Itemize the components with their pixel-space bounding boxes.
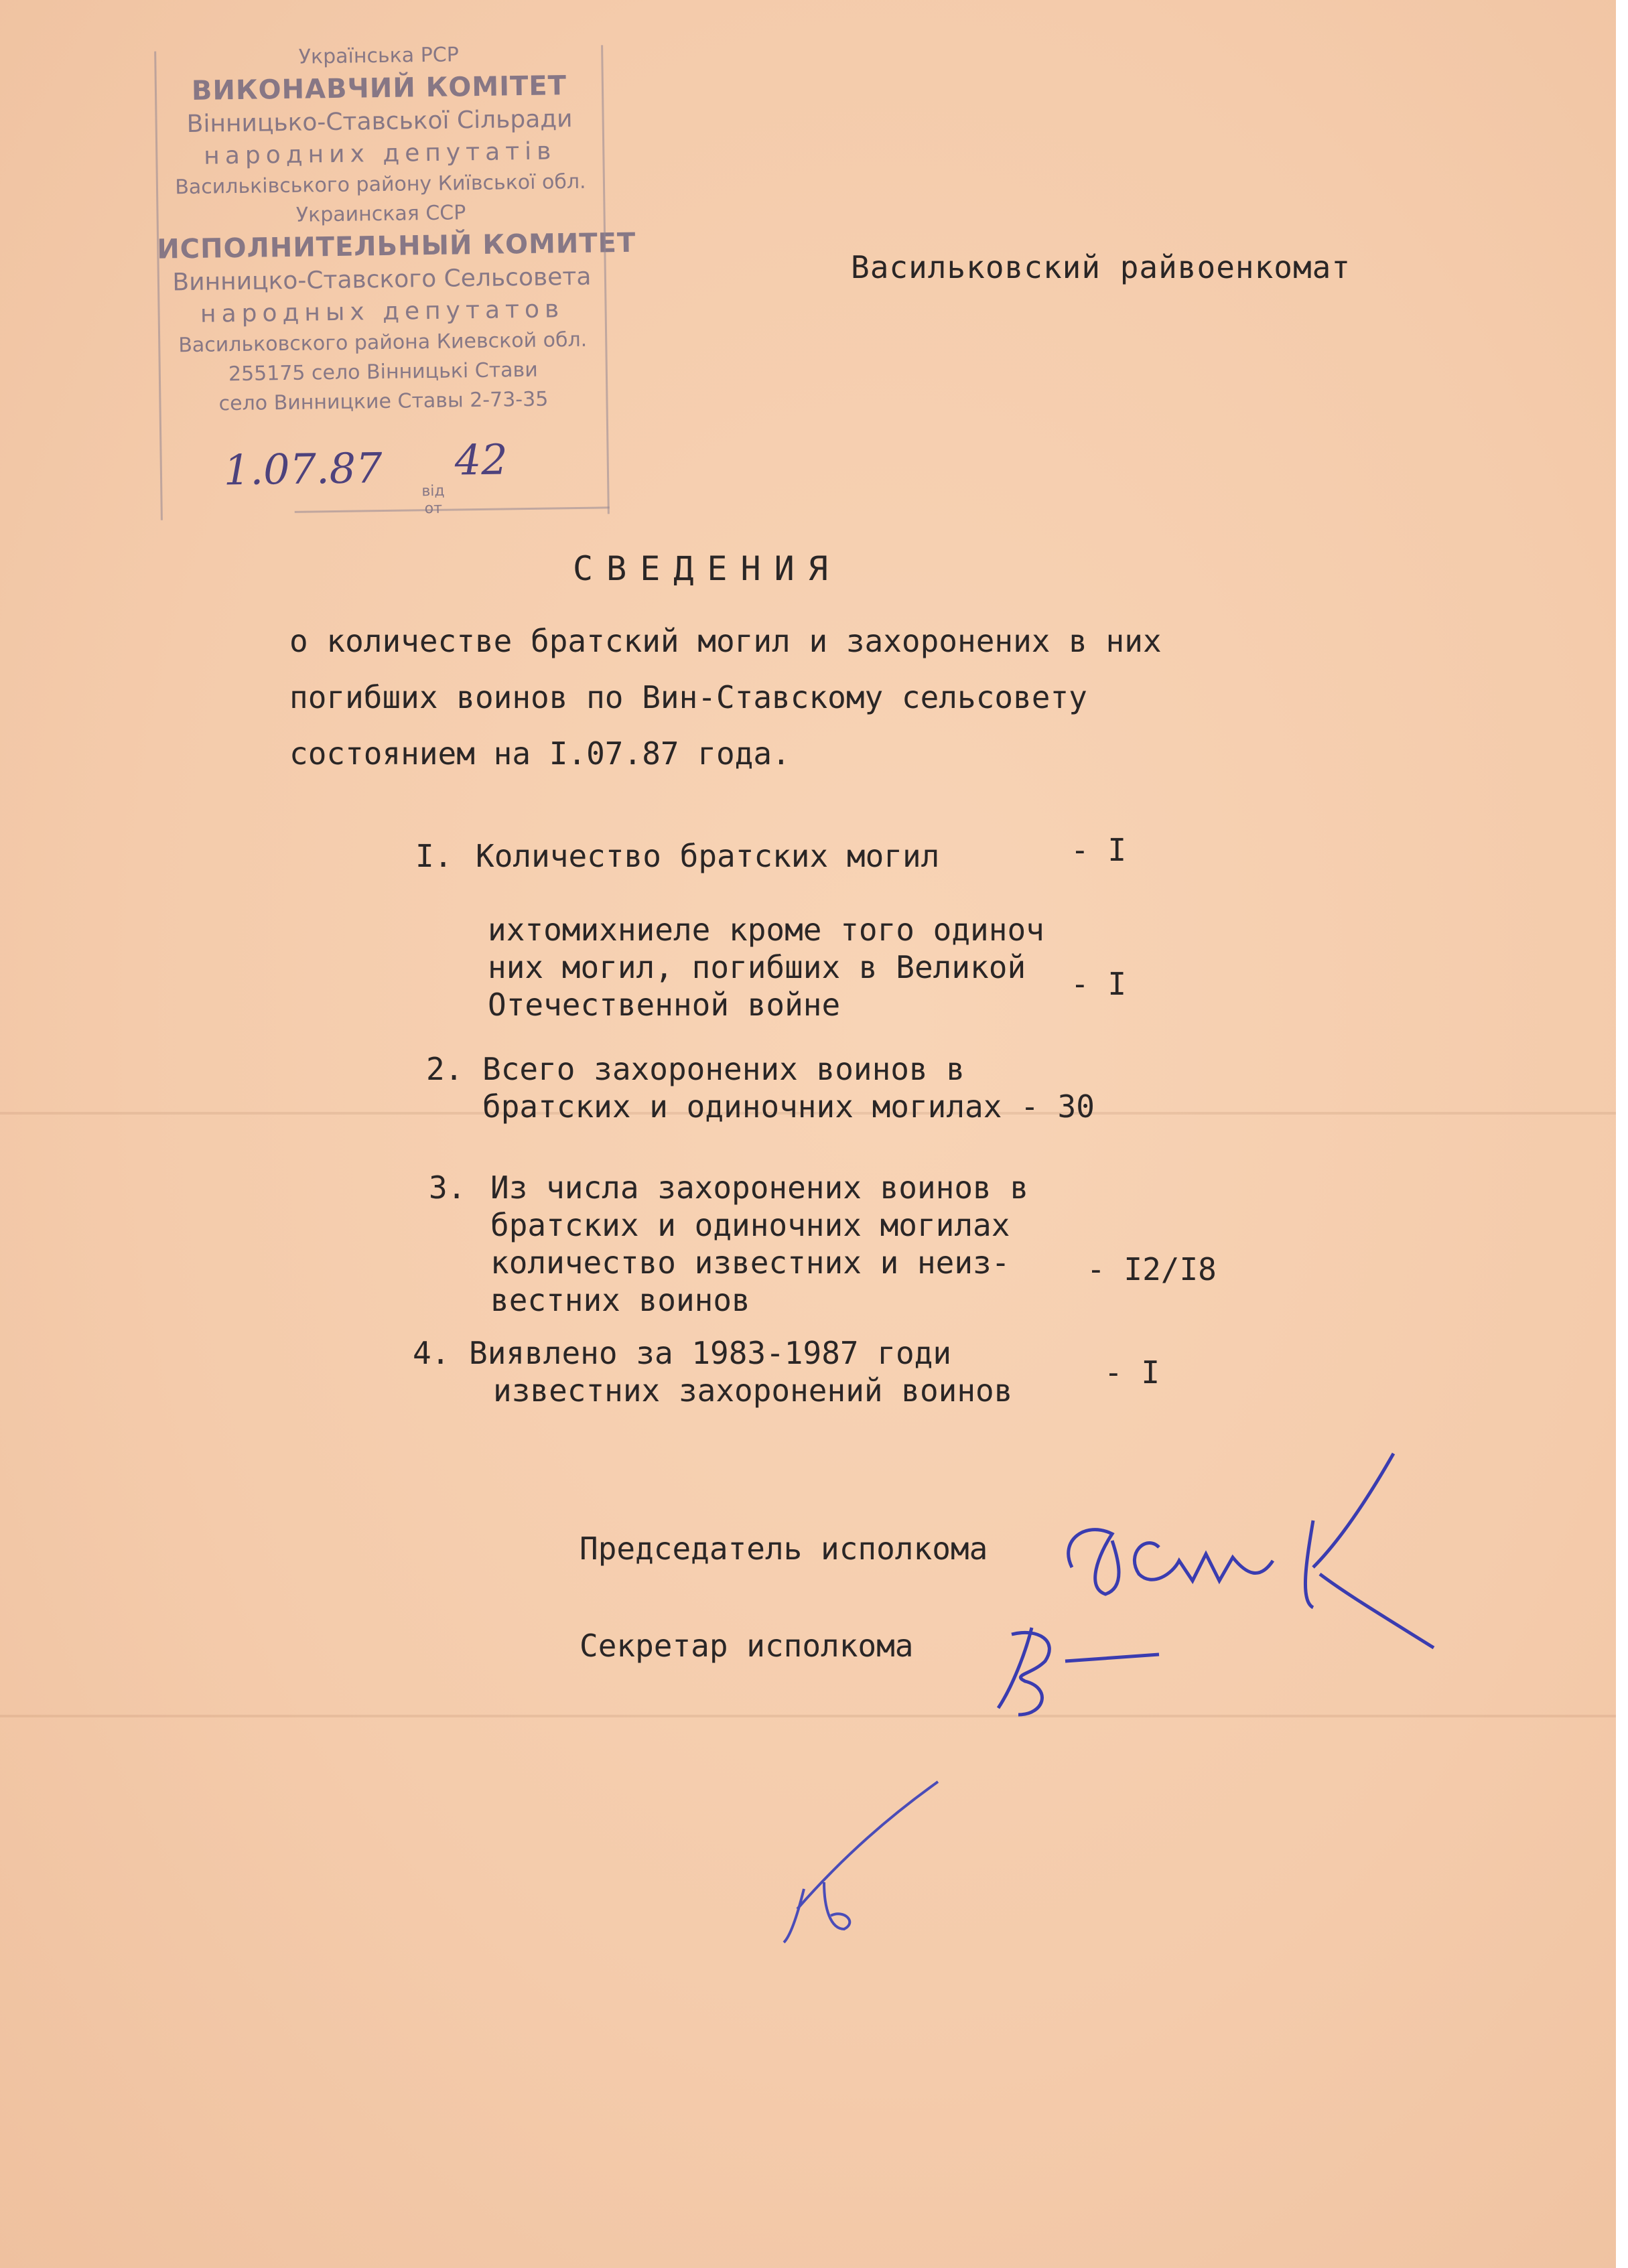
list-item (415, 837, 939, 875)
item-value: - I (1104, 1354, 1160, 1391)
stamp-line: Українська РСР (298, 43, 460, 69)
stamp-line: Украинская ССР (295, 201, 466, 227)
document-title: СВЕДЕНИЯ (573, 549, 841, 588)
stamp-line: 255175 село Вінницькі Стави (228, 358, 538, 386)
item-value: - I (1071, 832, 1127, 868)
secretary-signature (985, 1608, 1186, 1742)
stamp-line: Винницко-Ставского Сельсовета (172, 263, 592, 297)
fold-line-bottom (0, 1715, 1616, 1717)
subtitle-line: состоянием на I.07.87 года. (289, 735, 791, 772)
stamp-line: народных депутатов (200, 295, 565, 328)
item-line: ихтомихниеле кроме того одиноч (488, 912, 1044, 948)
stamp-line: Васильковского района Киевской обл. (178, 328, 588, 358)
item-line: братских и одиночних могилах (490, 1207, 1010, 1243)
item-line: них могил, погибших в Великой (488, 949, 1026, 985)
item-line: Виявлено за 1983-1987 годи (469, 1335, 952, 1371)
item-line: известних захоронений воинов (493, 1372, 1013, 1409)
item-number: 2. (426, 1051, 464, 1087)
stamp-frame-bottom (295, 506, 610, 513)
subtitle-line: о количестве братский могил и захоронених в них (289, 623, 1162, 659)
item-line: братских и одиночних могилах - 30 (482, 1088, 1095, 1125)
item-number: I. (415, 838, 453, 874)
list-item (413, 1334, 1012, 1409)
stamp-handwritten-number: 42 (454, 435, 508, 485)
item-line: Всего захоронених воинов в (482, 1051, 965, 1087)
addressee: Васильковский райвоенкомат (851, 249, 1351, 285)
stamp-line: ИСПОЛНИТЕЛЬНЫЙ КОМИТЕТ (156, 227, 636, 265)
stamp-vid-label: від (421, 482, 445, 500)
item-line: Отечественной войне (488, 987, 841, 1023)
item-value: - I (1071, 966, 1127, 1002)
chairman-label: Председатель исполкома (580, 1531, 988, 1567)
stamp-ot-label: от (424, 500, 443, 518)
stamp-line: народних депутатів (203, 137, 557, 170)
stamp-line: село Винницкие Ставы 2-73-35 (218, 387, 549, 416)
item-line: вестних воинов (490, 1282, 750, 1318)
list-item (429, 1169, 1028, 1319)
stamp-handwritten-date: 1.07.87 (223, 443, 383, 495)
stamp-line: Васильківського району Київської обл. (175, 169, 586, 200)
item-line: Количество братских могил (476, 838, 940, 874)
official-stamp (154, 38, 636, 526)
document-subtitle (289, 613, 1162, 782)
subtitle-line: погибших воинов по Вин-Ставскому сельсовету (289, 679, 1087, 715)
list-item (426, 1050, 1095, 1125)
item-line: количество известних и неиз- (490, 1245, 1010, 1281)
list-item (488, 911, 1044, 1023)
item-number: 4. (413, 1335, 450, 1371)
stamp-line: ВИКОНАВЧИЙ КОМІТЕТ (191, 70, 567, 107)
secretary-label: Секретар исполкома (580, 1628, 914, 1664)
stamp-line: Вінницько-Ставської Сільради (186, 105, 573, 139)
item-line: Из числа захоронених воинов в (490, 1170, 1029, 1206)
scan-edge (1616, 0, 1628, 2268)
stamp-from-labels (421, 483, 445, 518)
item-value: - I2/I8 (1087, 1251, 1217, 1287)
pen-mark (757, 1775, 958, 1949)
item-number: 3. (429, 1170, 466, 1206)
